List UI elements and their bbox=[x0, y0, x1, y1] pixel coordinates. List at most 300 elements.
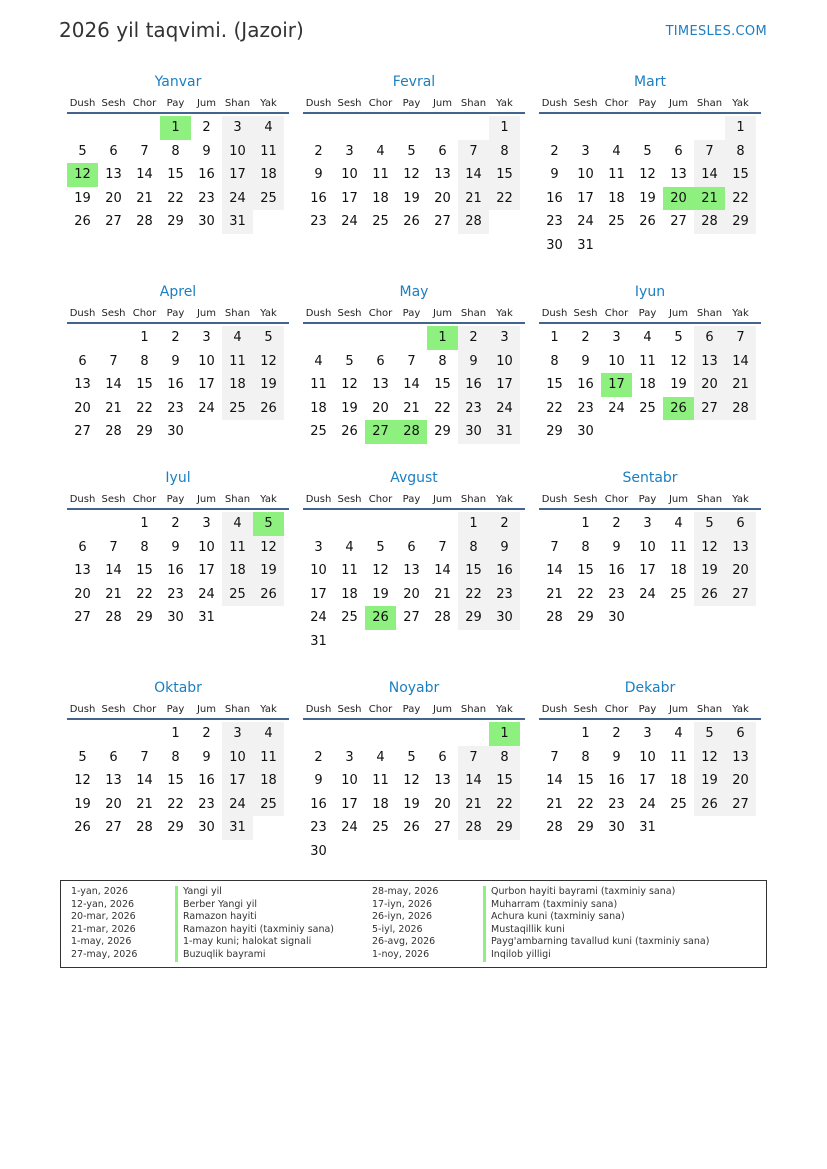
day-cell: 28 bbox=[434, 610, 451, 626]
weekend-day: 25 bbox=[222, 397, 253, 421]
month-name: Mart bbox=[634, 74, 666, 90]
weekend-day: 5 bbox=[694, 722, 725, 746]
empty-cell bbox=[129, 722, 160, 746]
day-cell: 6 bbox=[109, 749, 118, 765]
month-name: Sentabr bbox=[622, 470, 678, 486]
days-grid bbox=[539, 116, 761, 257]
day-cell: 13 bbox=[434, 773, 451, 789]
weekend-day: 19 bbox=[253, 559, 284, 583]
weekday-label: Shan bbox=[224, 308, 251, 319]
weekday-label: Chor bbox=[604, 494, 629, 505]
month-block bbox=[67, 467, 289, 630]
day-cell: 29 bbox=[434, 424, 451, 440]
day-cell: 29 bbox=[167, 214, 184, 230]
day-cell: 14 bbox=[136, 773, 153, 789]
weekend-day: 29 bbox=[725, 210, 756, 234]
weekend-day: 22 bbox=[458, 583, 489, 607]
day-cell: 23 bbox=[310, 214, 327, 230]
weekday-label: Shan bbox=[460, 704, 487, 715]
empty-cell bbox=[334, 116, 365, 140]
day-cell: 5 bbox=[345, 353, 354, 369]
day-cell: 29 bbox=[546, 424, 563, 440]
weekday-label: Chor bbox=[368, 308, 393, 319]
empty-cell bbox=[67, 722, 98, 746]
weekend-day: 17 bbox=[222, 769, 253, 793]
day-cell: 2 bbox=[202, 726, 211, 742]
weekend-day: 4 bbox=[253, 722, 284, 746]
day-cell: 21 bbox=[105, 586, 122, 602]
day-cell: 27 bbox=[434, 214, 451, 230]
weekday-label: Pay bbox=[638, 308, 657, 319]
day-cell: 16 bbox=[167, 377, 184, 393]
legend-holiday-name: Yangi yil bbox=[175, 886, 334, 899]
weekend-day: 7 bbox=[725, 326, 756, 350]
weekend-day: 24 bbox=[222, 187, 253, 211]
weekend-day: 22 bbox=[725, 187, 756, 211]
day-cell: 31 bbox=[639, 820, 656, 836]
day-cell: 25 bbox=[372, 820, 389, 836]
weekday-header bbox=[303, 302, 525, 324]
day-cell: 30 bbox=[546, 237, 563, 253]
day-cell: 5 bbox=[78, 143, 87, 159]
day-cell: 2 bbox=[171, 330, 180, 346]
day-cell: 1 bbox=[171, 726, 180, 742]
day-cell: 24 bbox=[608, 400, 625, 416]
day-cell: 8 bbox=[581, 749, 590, 765]
day-cell: 17 bbox=[639, 563, 656, 579]
day-cell: 19 bbox=[372, 586, 389, 602]
day-cell: 30 bbox=[167, 424, 184, 440]
day-cell: 16 bbox=[546, 190, 563, 206]
month-name: Iyun bbox=[634, 284, 666, 300]
weekend-day: 6 bbox=[725, 512, 756, 536]
day-cell: 16 bbox=[167, 563, 184, 579]
weekend-day: 21 bbox=[458, 187, 489, 211]
holiday-day: 26 bbox=[365, 606, 396, 630]
month-block bbox=[303, 281, 525, 444]
day-cell: 4 bbox=[345, 539, 354, 555]
holiday-day: 21 bbox=[694, 187, 725, 211]
weekday-label: Sesh bbox=[337, 98, 362, 109]
day-cell: 29 bbox=[577, 610, 594, 626]
day-cell: 6 bbox=[438, 749, 447, 765]
weekday-label: Yak bbox=[732, 704, 749, 715]
day-cell: 10 bbox=[341, 773, 358, 789]
legend-holiday-name: Muharram (taxminiy sana) bbox=[483, 899, 709, 912]
days-grid bbox=[67, 512, 289, 630]
day-cell: 21 bbox=[546, 796, 563, 812]
days-grid bbox=[539, 722, 761, 840]
day-cell: 24 bbox=[310, 610, 327, 626]
day-cell: 30 bbox=[167, 610, 184, 626]
legend-holiday-name: Berber Yangi yil bbox=[175, 899, 334, 912]
day-cell: 17 bbox=[198, 563, 215, 579]
day-cell: 28 bbox=[546, 610, 563, 626]
day-cell: 13 bbox=[670, 167, 687, 183]
day-cell: 4 bbox=[643, 330, 652, 346]
day-cell: 26 bbox=[403, 214, 420, 230]
day-cell: 16 bbox=[577, 377, 594, 393]
weekday-label: Dush bbox=[541, 308, 568, 319]
weekday-label: Dush bbox=[69, 494, 96, 505]
weekend-day: 29 bbox=[458, 606, 489, 630]
empty-cell bbox=[334, 326, 365, 350]
day-cell: 20 bbox=[105, 190, 122, 206]
weekend-day: 26 bbox=[694, 793, 725, 817]
day-cell: 29 bbox=[167, 820, 184, 836]
day-cell: 24 bbox=[639, 586, 656, 602]
day-cell: 11 bbox=[310, 377, 327, 393]
day-cell: 10 bbox=[198, 353, 215, 369]
weekday-label: Dush bbox=[305, 308, 332, 319]
weekend-day: 20 bbox=[725, 559, 756, 583]
day-cell: 18 bbox=[608, 190, 625, 206]
weekend-day: 18 bbox=[222, 559, 253, 583]
day-cell: 1 bbox=[550, 330, 559, 346]
legend-holiday-name: 1-may kuni; halokat signali bbox=[175, 936, 334, 949]
legend-date: 20-mar, 2026 bbox=[71, 911, 136, 923]
day-cell: 17 bbox=[639, 773, 656, 789]
empty-cell bbox=[98, 326, 129, 350]
day-cell: 30 bbox=[577, 424, 594, 440]
day-cell: 1 bbox=[140, 330, 149, 346]
day-cell: 30 bbox=[198, 214, 215, 230]
weekend-day: 1 bbox=[725, 116, 756, 140]
weekend-day: 17 bbox=[489, 373, 520, 397]
weekend-day: 10 bbox=[489, 350, 520, 374]
legend-date: 26-avg, 2026 bbox=[372, 936, 436, 948]
day-cell: 30 bbox=[608, 820, 625, 836]
weekday-label: Dush bbox=[541, 494, 568, 505]
day-cell: 2 bbox=[550, 143, 559, 159]
weekday-label: Dush bbox=[69, 98, 96, 109]
weekday-header bbox=[67, 302, 289, 324]
weekday-label: Yak bbox=[260, 98, 277, 109]
day-cell: 4 bbox=[376, 143, 385, 159]
day-cell: 13 bbox=[372, 377, 389, 393]
day-cell: 6 bbox=[78, 539, 87, 555]
weekend-day: 26 bbox=[694, 583, 725, 607]
weekend-day: 25 bbox=[253, 187, 284, 211]
empty-cell bbox=[365, 512, 396, 536]
weekday-label: Chor bbox=[132, 704, 157, 715]
day-cell: 17 bbox=[341, 190, 358, 206]
weekend-day: 15 bbox=[489, 163, 520, 187]
day-cell: 19 bbox=[639, 190, 656, 206]
weekday-label: Sesh bbox=[101, 308, 126, 319]
day-cell: 4 bbox=[612, 143, 621, 159]
day-cell: 22 bbox=[577, 796, 594, 812]
weekend-day: 10 bbox=[222, 140, 253, 164]
weekend-day: 27 bbox=[694, 397, 725, 421]
holiday-day: 28 bbox=[396, 420, 427, 444]
day-cell: 12 bbox=[341, 377, 358, 393]
weekday-label: Pay bbox=[638, 704, 657, 715]
weekend-day: 1 bbox=[489, 116, 520, 140]
day-cell: 6 bbox=[407, 539, 416, 555]
day-cell: 4 bbox=[314, 353, 323, 369]
holiday-day: 26 bbox=[663, 397, 694, 421]
day-cell: 26 bbox=[403, 820, 420, 836]
weekday-label: Shan bbox=[696, 98, 723, 109]
weekday-label: Yak bbox=[732, 494, 749, 505]
weekend-day: 13 bbox=[725, 746, 756, 770]
day-cell: 7 bbox=[109, 539, 118, 555]
day-cell: 26 bbox=[74, 214, 91, 230]
weekday-label: Shan bbox=[696, 704, 723, 715]
weekend-day: 5 bbox=[253, 326, 284, 350]
weekend-day: 14 bbox=[458, 163, 489, 187]
weekday-label: Sesh bbox=[101, 494, 126, 505]
legend-holiday-name: Ramazon hayiti (taxminiy sana) bbox=[175, 924, 334, 937]
weekday-header bbox=[539, 698, 761, 720]
day-cell: 27 bbox=[74, 610, 91, 626]
day-cell: 3 bbox=[202, 330, 211, 346]
weekday-header bbox=[303, 698, 525, 720]
weekday-label: Sesh bbox=[337, 494, 362, 505]
day-cell: 24 bbox=[341, 820, 358, 836]
holiday-day: 1 bbox=[427, 326, 458, 350]
day-cell: 17 bbox=[341, 796, 358, 812]
day-cell: 25 bbox=[639, 400, 656, 416]
day-cell: 27 bbox=[670, 214, 687, 230]
weekday-label: Yak bbox=[260, 308, 277, 319]
day-cell: 24 bbox=[341, 214, 358, 230]
weekend-day: 4 bbox=[222, 512, 253, 536]
days-grid bbox=[303, 722, 525, 863]
day-cell: 11 bbox=[372, 773, 389, 789]
day-cell: 23 bbox=[167, 586, 184, 602]
holiday-day: 12 bbox=[67, 163, 98, 187]
weekday-label: Sesh bbox=[101, 98, 126, 109]
day-cell: 7 bbox=[140, 749, 149, 765]
weekend-day: 15 bbox=[489, 769, 520, 793]
day-cell: 27 bbox=[105, 820, 122, 836]
weekday-label: Shan bbox=[460, 494, 487, 505]
weekday-label: Jum bbox=[668, 494, 689, 505]
day-cell: 20 bbox=[74, 586, 91, 602]
day-cell: 22 bbox=[167, 796, 184, 812]
empty-cell bbox=[427, 512, 458, 536]
weekend-day: 20 bbox=[725, 769, 756, 793]
day-cell: 9 bbox=[171, 539, 180, 555]
empty-cell bbox=[98, 722, 129, 746]
weekend-day: 2 bbox=[489, 512, 520, 536]
day-cell: 7 bbox=[550, 539, 559, 555]
day-cell: 16 bbox=[198, 167, 215, 183]
month-name: Dekabr bbox=[624, 680, 676, 696]
weekend-day: 11 bbox=[253, 746, 284, 770]
days-grid bbox=[67, 326, 289, 444]
day-cell: 5 bbox=[407, 749, 416, 765]
day-cell: 9 bbox=[171, 353, 180, 369]
weekday-label: Chor bbox=[132, 494, 157, 505]
day-cell: 18 bbox=[310, 400, 327, 416]
legend-date: 27-may, 2026 bbox=[71, 948, 138, 960]
day-cell: 31 bbox=[198, 610, 215, 626]
day-cell: 16 bbox=[198, 773, 215, 789]
day-cell: 31 bbox=[310, 633, 327, 649]
weekday-header bbox=[303, 92, 525, 114]
day-cell: 1 bbox=[140, 516, 149, 532]
weekend-day: 27 bbox=[725, 793, 756, 817]
day-cell: 26 bbox=[639, 214, 656, 230]
legend-date: 26-iyn, 2026 bbox=[372, 911, 433, 923]
day-cell: 12 bbox=[403, 773, 420, 789]
weekend-day: 3 bbox=[222, 722, 253, 746]
day-cell: 13 bbox=[403, 563, 420, 579]
empty-cell bbox=[539, 116, 570, 140]
day-cell: 6 bbox=[674, 143, 683, 159]
day-cell: 5 bbox=[407, 143, 416, 159]
day-cell: 3 bbox=[202, 516, 211, 532]
day-cell: 2 bbox=[612, 726, 621, 742]
weekday-label: Jum bbox=[668, 704, 689, 715]
weekend-day: 14 bbox=[458, 769, 489, 793]
days-grid bbox=[539, 512, 761, 630]
day-cell: 19 bbox=[74, 796, 91, 812]
weekday-label: Yak bbox=[496, 704, 513, 715]
day-cell: 24 bbox=[198, 400, 215, 416]
day-cell: 8 bbox=[171, 749, 180, 765]
day-cell: 10 bbox=[310, 563, 327, 579]
weekday-label: Sesh bbox=[573, 704, 598, 715]
day-cell: 18 bbox=[639, 377, 656, 393]
days-grid bbox=[303, 326, 525, 444]
legend-holiday-name: Mustaqillik kuni bbox=[483, 924, 709, 937]
legend-date: 17-iyn, 2026 bbox=[372, 898, 433, 910]
weekday-label: Yak bbox=[732, 98, 749, 109]
weekend-day: 26 bbox=[253, 397, 284, 421]
weekend-day: 7 bbox=[458, 140, 489, 164]
weekday-label: Chor bbox=[368, 494, 393, 505]
day-cell: 14 bbox=[434, 563, 451, 579]
empty-cell bbox=[365, 326, 396, 350]
day-cell: 9 bbox=[202, 143, 211, 159]
weekend-day: 4 bbox=[222, 326, 253, 350]
weekend-day: 16 bbox=[489, 559, 520, 583]
weekday-label: Jum bbox=[432, 704, 453, 715]
day-cell: 22 bbox=[136, 400, 153, 416]
weekday-label: Jum bbox=[668, 98, 689, 109]
weekend-day: 19 bbox=[253, 373, 284, 397]
weekday-label: Yak bbox=[260, 494, 277, 505]
empty-cell bbox=[303, 326, 334, 350]
month-name: Fevral bbox=[392, 74, 436, 90]
empty-cell bbox=[67, 116, 98, 140]
day-cell: 18 bbox=[670, 773, 687, 789]
day-cell: 14 bbox=[136, 167, 153, 183]
legend-dates-right bbox=[372, 886, 438, 962]
day-cell: 25 bbox=[310, 424, 327, 440]
day-cell: 16 bbox=[310, 190, 327, 206]
day-cell: 10 bbox=[639, 539, 656, 555]
weekday-label: Pay bbox=[638, 494, 657, 505]
days-grid bbox=[303, 116, 525, 234]
day-cell: 9 bbox=[314, 167, 323, 183]
month-name: Noyabr bbox=[388, 680, 440, 696]
day-cell: 12 bbox=[372, 563, 389, 579]
day-cell: 24 bbox=[198, 586, 215, 602]
weekday-label: Sesh bbox=[573, 494, 598, 505]
empty-cell bbox=[98, 512, 129, 536]
site-link[interactable]: TIMESLES.COM bbox=[665, 24, 767, 39]
day-cell: 5 bbox=[674, 330, 683, 346]
day-cell: 28 bbox=[136, 214, 153, 230]
empty-cell bbox=[427, 722, 458, 746]
day-cell: 25 bbox=[372, 214, 389, 230]
day-cell: 8 bbox=[140, 539, 149, 555]
weekend-day: 23 bbox=[489, 583, 520, 607]
weekend-day: 22 bbox=[489, 793, 520, 817]
weekend-day: 12 bbox=[253, 350, 284, 374]
month-block bbox=[67, 281, 289, 444]
weekend-day: 8 bbox=[458, 536, 489, 560]
weekend-day: 18 bbox=[253, 769, 284, 793]
month-name: Oktabr bbox=[154, 680, 202, 696]
day-cell: 15 bbox=[136, 377, 153, 393]
day-cell: 8 bbox=[581, 539, 590, 555]
day-cell: 23 bbox=[546, 214, 563, 230]
weekend-day: 9 bbox=[489, 536, 520, 560]
day-cell: 14 bbox=[105, 563, 122, 579]
day-cell: 20 bbox=[105, 796, 122, 812]
weekend-day: 15 bbox=[458, 559, 489, 583]
weekend-day: 5 bbox=[694, 512, 725, 536]
day-cell: 31 bbox=[577, 237, 594, 253]
weekend-day: 16 bbox=[458, 373, 489, 397]
weekday-label: Yak bbox=[732, 308, 749, 319]
weekend-day: 11 bbox=[222, 536, 253, 560]
day-cell: 23 bbox=[310, 820, 327, 836]
empty-cell bbox=[570, 116, 601, 140]
day-cell: 7 bbox=[140, 143, 149, 159]
legend-dates-left bbox=[71, 886, 137, 962]
day-cell: 15 bbox=[167, 167, 184, 183]
day-cell: 11 bbox=[341, 563, 358, 579]
day-cell: 22 bbox=[136, 586, 153, 602]
weekday-label: Shan bbox=[696, 494, 723, 505]
weekday-label: Chor bbox=[132, 308, 157, 319]
day-cell: 7 bbox=[407, 353, 416, 369]
weekday-label: Dush bbox=[69, 704, 96, 715]
weekend-day: 4 bbox=[253, 116, 284, 140]
weekday-label: Sesh bbox=[573, 308, 598, 319]
day-cell: 13 bbox=[74, 377, 91, 393]
holiday-day: 1 bbox=[489, 722, 520, 746]
weekend-day: 23 bbox=[458, 397, 489, 421]
legend-holiday-name: Buzuqlik bayrami bbox=[175, 949, 334, 962]
day-cell: 11 bbox=[670, 749, 687, 765]
weekday-header bbox=[539, 488, 761, 510]
month-block bbox=[539, 71, 761, 257]
day-cell: 10 bbox=[577, 167, 594, 183]
day-cell: 6 bbox=[109, 143, 118, 159]
day-cell: 22 bbox=[577, 586, 594, 602]
month-name: May bbox=[399, 284, 429, 300]
day-cell: 27 bbox=[403, 610, 420, 626]
weekday-header bbox=[67, 92, 289, 114]
empty-cell bbox=[427, 116, 458, 140]
day-cell: 20 bbox=[372, 400, 389, 416]
day-cell: 25 bbox=[608, 214, 625, 230]
day-cell: 11 bbox=[372, 167, 389, 183]
weekday-label: Dush bbox=[541, 98, 568, 109]
day-cell: 19 bbox=[403, 190, 420, 206]
day-cell: 17 bbox=[577, 190, 594, 206]
holiday-legend bbox=[60, 880, 767, 968]
empty-cell bbox=[396, 326, 427, 350]
